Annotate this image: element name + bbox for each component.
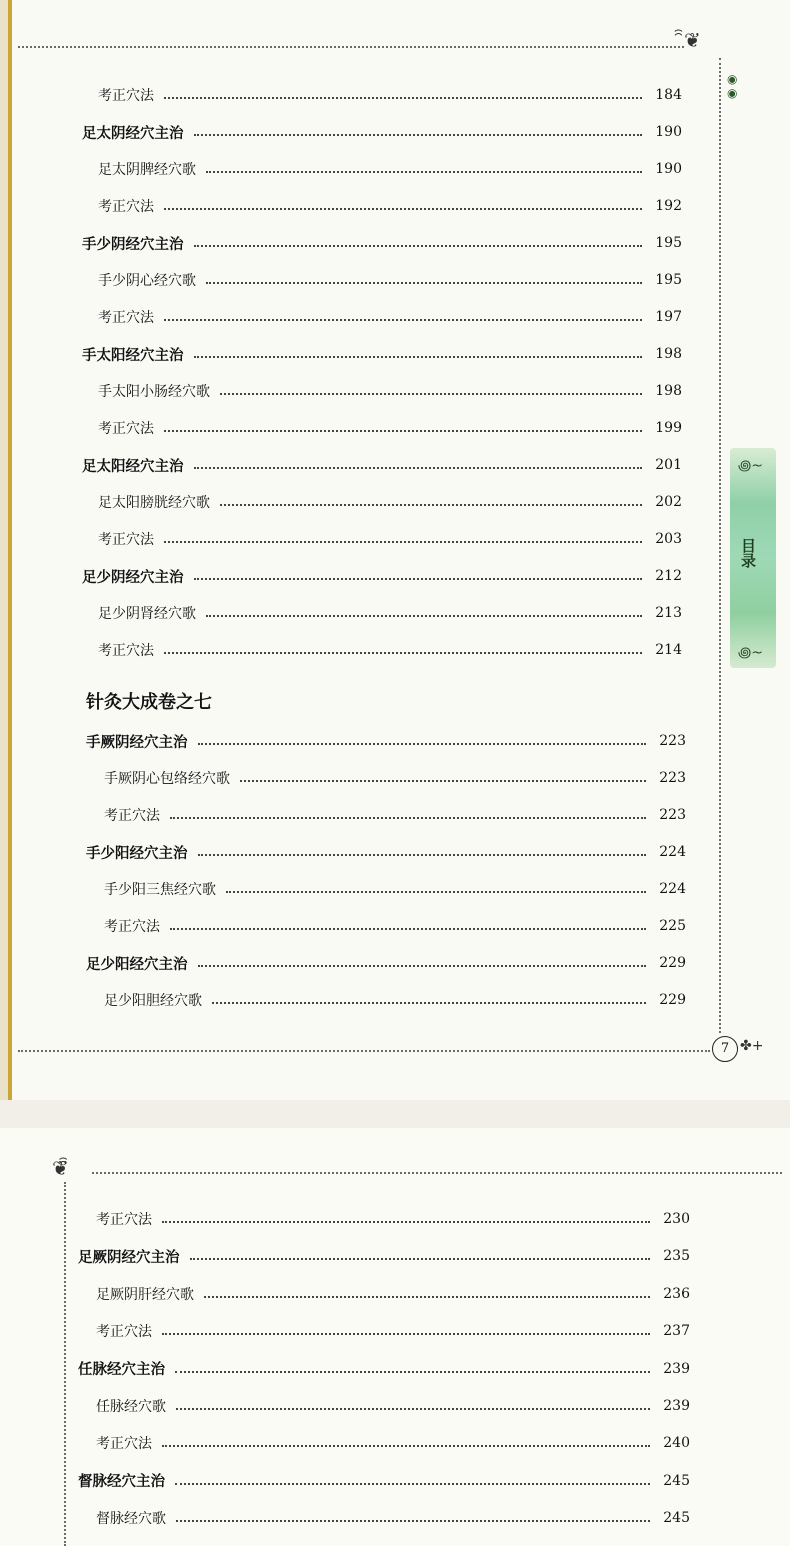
toc-entry-page: 202	[655, 494, 682, 510]
toc-entry-page: 230	[663, 1211, 690, 1227]
scroll-ornament-icon: ꩜~	[738, 458, 764, 474]
toc-section-entry[interactable]	[78, 1358, 690, 1380]
chapter-heading: 针灸大成卷之七	[86, 692, 212, 713]
toc-section-entry[interactable]	[82, 565, 682, 587]
dot-leader	[198, 743, 647, 745]
page-gap	[0, 1100, 790, 1128]
top-dotted-border	[18, 46, 684, 48]
dot-leader	[194, 245, 643, 247]
dot-leader	[176, 1408, 650, 1410]
toc-subentry[interactable]	[98, 84, 682, 106]
dot-leader	[206, 282, 642, 284]
dot-leader	[204, 1296, 650, 1298]
toc-entry-title: 任脉经穴主治	[78, 1362, 165, 1379]
page-number-badge	[712, 1036, 764, 1062]
toc-entry-page: 199	[655, 420, 682, 436]
toc-entry-title: 手厥阴经穴主治	[86, 734, 188, 751]
toc-entry-title: 手少阳三焦经穴歌	[104, 882, 216, 898]
toc-section-entry[interactable]	[78, 1245, 690, 1267]
circle-dot-icon: ◉ ◉	[727, 72, 738, 100]
toc-entry-title: 督脉经穴歌	[96, 1511, 166, 1528]
toc-entry-page: 224	[659, 844, 686, 860]
toc-subentry[interactable]	[98, 269, 682, 291]
toc-entry-title: 手厥阴心包络经穴歌	[104, 771, 230, 787]
toc-section-entry[interactable]	[82, 343, 682, 365]
toc-subentry[interactable]	[98, 380, 682, 402]
toc-entry-page: 235	[663, 1248, 690, 1265]
dot-leader	[226, 891, 646, 893]
dot-leader	[240, 780, 646, 782]
dot-leader	[206, 615, 642, 617]
toc-entry-page: 237	[663, 1323, 690, 1340]
dot-leader	[175, 1371, 650, 1373]
dot-leader	[220, 393, 642, 395]
toc-entry-title: 任脉经穴歌	[96, 1399, 166, 1415]
toc-entry-page: 229	[659, 955, 686, 971]
toc-section-entry[interactable]	[86, 841, 686, 863]
toc-entry-page: 245	[663, 1472, 690, 1489]
toc-subentry[interactable]	[96, 1395, 690, 1417]
toc-entry-page: 214	[655, 642, 682, 658]
dot-leader	[162, 1333, 650, 1335]
page-spine-shadow	[0, 0, 8, 1100]
toc-entry-page: 239	[663, 1398, 690, 1414]
toc-entry-title: 足太阳经穴主治	[82, 458, 184, 475]
toc-entry-page: 223	[659, 770, 686, 786]
dot-leader	[198, 965, 647, 967]
toc-entry-title: 足太阳膀胱经穴歌	[98, 495, 210, 511]
cloud-scroll-icon: ❦ꩰ	[52, 1156, 69, 1180]
toc-entry-page: 195	[655, 272, 682, 288]
toc-entry-page: 192	[655, 198, 682, 214]
dot-leader	[162, 1221, 650, 1223]
toc-entry-title: 考正穴法	[98, 88, 154, 104]
dot-leader	[194, 467, 643, 469]
toc-subentry[interactable]	[96, 1208, 690, 1230]
dot-leader	[162, 1445, 650, 1447]
toc-entry-title: 考正穴法	[104, 919, 160, 935]
toc-subentry[interactable]	[104, 767, 686, 789]
toc-subentry[interactable]	[98, 639, 682, 661]
toc-subentry[interactable]	[98, 417, 682, 439]
toc-entry-page: 190	[655, 161, 682, 177]
dot-leader	[206, 171, 642, 173]
toc-subentry[interactable]	[96, 1507, 690, 1529]
dot-leader	[164, 541, 642, 543]
toc-entry-page: 229	[659, 992, 686, 1008]
toc-entry-title: 足少阴经穴主治	[82, 569, 184, 586]
dot-leader	[194, 578, 643, 580]
toc-entry-title: 考正穴法	[98, 421, 154, 437]
toc-entry-title: 考正穴法	[98, 199, 154, 215]
toc-subentry[interactable]	[98, 306, 682, 328]
toc-subentry[interactable]	[104, 915, 686, 937]
toc-subentry[interactable]	[96, 1320, 690, 1342]
page-spine-gold	[8, 0, 12, 1100]
scroll-ornament-icon: ꩜~	[738, 645, 764, 661]
bottom-dotted-border	[18, 1050, 710, 1052]
toc-entry-title: 足少阳胆经穴歌	[104, 993, 202, 1009]
toc-subentry[interactable]	[98, 528, 682, 550]
toc-subentry[interactable]	[96, 1283, 690, 1305]
toc-entry-page: 197	[655, 309, 682, 325]
toc-entry-title: 足厥阴肝经穴歌	[96, 1286, 194, 1303]
toc-entry-page: 224	[659, 881, 686, 897]
toc-entry-page: 225	[659, 918, 686, 934]
left-dotted-border	[64, 1182, 66, 1546]
flourish-icon: ✤+	[740, 1038, 764, 1054]
toc-entry-page: 184	[655, 87, 682, 103]
page-number: 7	[712, 1036, 738, 1062]
toc-entry-title: 足太阴脾经穴歌	[98, 162, 196, 178]
section-side-tab	[730, 448, 776, 668]
toc-section-entry[interactable]	[86, 952, 686, 974]
dot-leader	[220, 504, 642, 506]
dot-leader	[194, 356, 643, 358]
top-dotted-border	[92, 1172, 782, 1174]
dot-leader	[190, 1258, 651, 1260]
toc-entry-page: 236	[663, 1285, 690, 1302]
toc-section-entry[interactable]	[82, 454, 682, 476]
dot-leader	[164, 319, 642, 321]
dot-leader	[170, 928, 646, 930]
toc-entry-title: 足厥阴经穴主治	[78, 1249, 180, 1266]
dot-leader	[175, 1483, 650, 1485]
toc-entry-page: 223	[659, 733, 686, 749]
toc-entry-page: 223	[659, 807, 686, 823]
toc-entry-title: 手少阴经穴主治	[82, 236, 184, 253]
toc-entry-title: 考正穴法	[98, 310, 154, 326]
toc-subentry[interactable]	[104, 878, 686, 900]
toc-page-lower	[0, 1128, 790, 1546]
toc-subentry[interactable]	[104, 804, 686, 826]
toc-section-entry[interactable]	[86, 730, 686, 752]
toc-subentry[interactable]	[98, 158, 682, 180]
toc-entry-page: 195	[655, 235, 682, 251]
toc-subentry[interactable]	[98, 602, 682, 624]
toc-entry-page: 198	[655, 383, 682, 399]
toc-subentry[interactable]	[98, 195, 682, 217]
toc-section-entry[interactable]	[82, 121, 682, 143]
dot-leader	[176, 1520, 650, 1522]
toc-subentry[interactable]	[104, 989, 686, 1011]
toc-entry-page: 239	[663, 1360, 690, 1377]
cloud-scroll-icon: ꩰ❦	[684, 28, 701, 52]
toc-entry-title: 考正穴法	[96, 1212, 152, 1228]
right-dotted-border	[719, 58, 721, 1033]
dot-leader	[194, 134, 643, 136]
toc-entry-page: 198	[655, 346, 682, 362]
toc-entry-title: 手少阴心经穴歌	[98, 273, 196, 289]
toc-entry-title: 考正穴法	[98, 643, 154, 659]
toc-entry-title: 考正穴法	[96, 1324, 152, 1341]
toc-entry-title: 足少阴肾经穴歌	[98, 606, 196, 622]
toc-entry-title: 考正穴法	[104, 808, 160, 824]
toc-entry-page: 190	[655, 124, 682, 140]
toc-entry-title: 督脉经穴主治	[78, 1474, 165, 1491]
toc-entry-title: 考正穴法	[96, 1436, 152, 1453]
toc-entry-page: 213	[655, 605, 682, 621]
toc-entry-title: 手太阳经穴主治	[82, 347, 184, 364]
side-tab-label: 目录	[739, 538, 757, 568]
toc-entry-title: 手少阳经穴主治	[86, 845, 188, 862]
toc-entry-title: 足少阳经穴主治	[86, 956, 188, 973]
dot-leader	[164, 652, 642, 654]
toc-entry-title: 手太阳小肠经穴歌	[98, 384, 210, 400]
dot-leader	[170, 817, 646, 819]
toc-subentry[interactable]	[96, 1432, 690, 1454]
dot-leader	[198, 854, 647, 856]
toc-entry-title: 考正穴法	[98, 532, 154, 548]
toc-subentry[interactable]	[98, 491, 682, 513]
toc-section-entry[interactable]	[82, 232, 682, 254]
toc-entry-page: 201	[655, 457, 682, 473]
toc-entry-page: 245	[663, 1510, 690, 1527]
toc-entry-page: 203	[655, 531, 682, 547]
dot-leader	[164, 97, 642, 99]
dot-leader	[164, 208, 642, 210]
toc-section-entry[interactable]	[78, 1470, 690, 1492]
dot-leader	[212, 1002, 646, 1004]
toc-entry-title: 足太阴经穴主治	[82, 125, 184, 142]
toc-entry-page: 240	[663, 1435, 690, 1452]
dot-leader	[164, 430, 642, 432]
toc-entry-page: 212	[655, 568, 682, 584]
